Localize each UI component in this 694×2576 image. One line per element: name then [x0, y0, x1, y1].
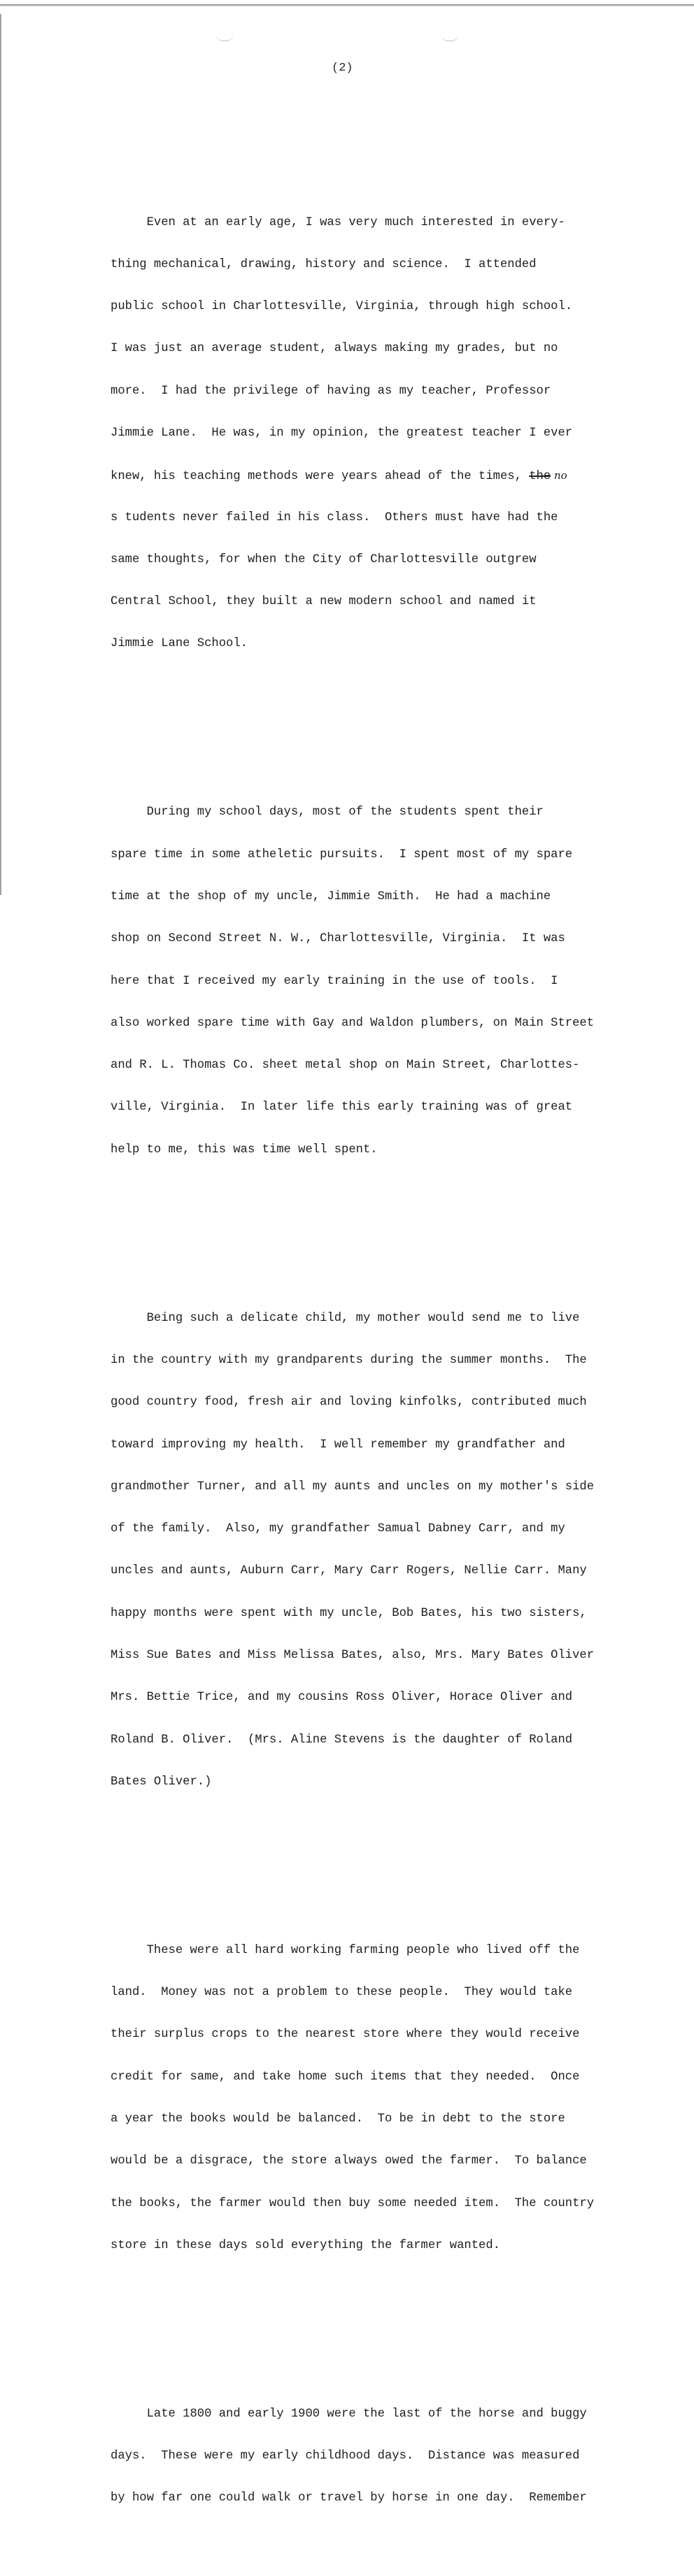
page-number: (2): [332, 62, 353, 75]
text-line: Jimmie Lane School.: [111, 637, 248, 651]
text-line: time at the shop of my uncle, Jimmie Smith. He had a machine: [111, 889, 551, 903]
text-line: a year the books would be balanced. To be in debt to the store: [111, 2112, 565, 2126]
text-segment: knew, his teaching methods were years ahead of the times,: [111, 470, 530, 484]
text-line: land. Money was not a problem to these people. They would take: [111, 1986, 573, 2000]
handwritten-insertion: no: [551, 469, 567, 482]
paragraph-gap: [111, 1213, 674, 1227]
punch-mark-right: [441, 34, 459, 41]
text-line: s tudents never failed in his class. Others must have had the: [111, 510, 558, 524]
text-line: Even at an early age, I was very much interested in every-: [111, 215, 565, 229]
struck-word: the: [529, 470, 551, 484]
text-line: in the country with my grandparents during the summer months. The: [111, 1353, 587, 1367]
text-line: more. I had the privilege of having as my teacher, Professor: [111, 384, 551, 398]
text-line: here that I received my early training in the use of tools. I: [111, 974, 558, 988]
text-line: thing mechanical, drawing, history and science. I attended: [111, 257, 537, 271]
paragraph-3: [111, 1284, 674, 1818]
text-line: ville, Virginia. In later life this early training was of great: [111, 1101, 573, 1115]
text-line: spare time in some atheletic pursuits. I spent most of my spare: [111, 847, 573, 861]
text-line: their surplus crops to the nearest store where they would receive: [111, 2028, 580, 2042]
text-line: public school in Charlottesville, Virginia, through high school.: [111, 300, 573, 314]
text-line: happy months were spent with my uncle, Bob Bates, his two sisters,: [111, 1606, 587, 1620]
text-line: credit for same, and take home such items that they needed. Once: [111, 2070, 580, 2084]
text-line: by how far one could walk or travel by horse in one day. Remember: [111, 2491, 587, 2505]
text-line: Being such a delicate child, my mother would send me to live: [111, 1311, 580, 1325]
text-line: shop on Second Street N. W., Charlottesville, Virginia. It was: [111, 932, 565, 946]
paragraph-2: [111, 778, 674, 1185]
text-line: Central School, they built a new modern school and named it: [111, 595, 537, 609]
text-line: the books, the farmer would then buy some needed item. The country: [111, 2196, 595, 2210]
paragraph-5: [111, 2380, 674, 2534]
paragraph-gap: [111, 1845, 674, 1859]
text-line: store in these days sold everything the farmer wanted.: [111, 2238, 500, 2252]
paragraph-gap: [111, 708, 674, 722]
text-line: toward improving my health. I well remember my grandfather and: [111, 1438, 565, 1452]
text-line: of the family. Also, my grandfather Samual Dabney Carr, and my: [111, 1522, 565, 1536]
text-line: I was just an average student, always making my grades, but no: [111, 342, 558, 356]
text-line: help to me, this was time well spent.: [111, 1143, 378, 1157]
text-line: These were all hard working farming people who lived off the: [111, 1943, 580, 1957]
text-line: would be a disgrace, the store always owed the farmer. To balance: [111, 2154, 587, 2168]
text-line: same thoughts, for when the City of Charlottesville outgrew: [111, 552, 537, 566]
scan-edge-left: [0, 14, 2, 895]
punch-mark-left: [215, 34, 234, 41]
text-line: Miss Sue Bates and Miss Melissa Bates, also, Mrs. Mary Bates Oliver: [111, 1648, 595, 1662]
text-line: days. These were my early childhood days. Distance was measured: [111, 2449, 580, 2463]
text-line: Bates Oliver.): [111, 1775, 212, 1789]
text-line: grandmother Turner, and all my aunts and uncles on my mother's side: [111, 1480, 595, 1494]
scan-edge-top: [0, 4, 694, 6]
text-line: Mrs. Bettie Trice, and my cousins Ross Oliver, Horace Oliver and: [111, 1691, 573, 1705]
paragraph-gap: [111, 2309, 674, 2323]
paragraph-4: [111, 1916, 674, 2281]
text-line: Jimmie Lane. He was, in my opinion, the greatest teacher I ever: [111, 426, 573, 440]
text-line: Late 1800 and early 1900 were the last of the horse and buggy: [111, 2407, 587, 2421]
text-line: During my school days, most of the students spent their: [111, 806, 544, 820]
paragraph-1: [111, 187, 674, 679]
text-line-with-correction: [111, 468, 674, 482]
text-line: Roland B. Oliver. (Mrs. Aline Stevens is the daughter of Roland: [111, 1733, 573, 1747]
text-line: also worked spare time with Gay and Waldon plumbers, on Main Street: [111, 1016, 595, 1030]
text-line: uncles and aunts, Auburn Carr, Mary Carr Rogers, Nellie Carr. Many: [111, 1564, 587, 1578]
text-line: good country food, fresh air and loving kinfolks, contributed much: [111, 1396, 587, 1410]
text-line: and R. L. Thomas Co. sheet metal shop on Main Street, Charlottes-: [111, 1059, 580, 1073]
body-text: [111, 131, 674, 2576]
